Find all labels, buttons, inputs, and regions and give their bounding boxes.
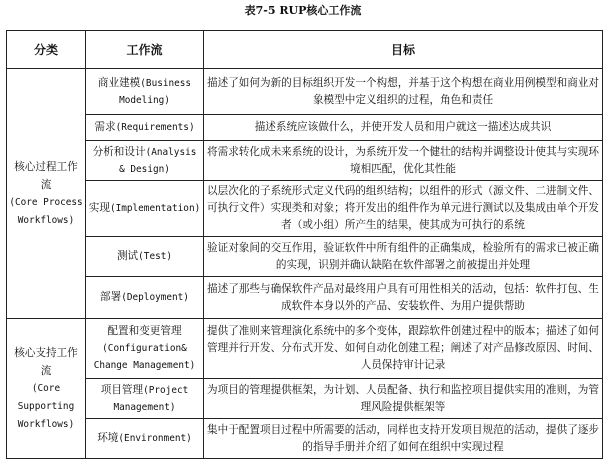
workflow-deployment bbox=[86, 277, 204, 319]
workflow-name: 分析和设计 bbox=[92, 145, 146, 158]
header-goal: 目标 bbox=[204, 31, 603, 69]
goal-analysis-design: 将需求转化成未来系统的设计，为系统开发一个健壮的结构并调整设计使其与实现环境相匹配，优化其性能 bbox=[204, 141, 603, 181]
goal-requirements: 描述系统应该做什么，并使开发人员和用户就这一描述达成共识 bbox=[204, 115, 603, 141]
workflow-name-en: (Requirements) bbox=[115, 122, 195, 133]
workflow-name-en: (Environment) bbox=[118, 433, 192, 444]
workflow-name-en: (Implementation) bbox=[109, 203, 201, 214]
table-row bbox=[7, 181, 603, 237]
workflow-name: 商业建模 bbox=[97, 76, 141, 89]
workflow-project-mgmt bbox=[86, 379, 204, 419]
workflow-requirements bbox=[86, 115, 204, 141]
workflow-analysis-design bbox=[86, 141, 204, 181]
goal-business-modeling: 描述了如何为新的目标组织开发一个构想，并基于这个构想在商业用例模型和商业对象模型中定义组织的过程，角色和责任 bbox=[204, 69, 603, 115]
workflow-implementation bbox=[86, 181, 204, 237]
table-row bbox=[7, 115, 603, 141]
workflow-name-en: (Test) bbox=[138, 251, 173, 262]
workflow-name: 实现 bbox=[88, 202, 110, 214]
table-row bbox=[7, 69, 603, 115]
category-name-en: (Core Process Workflows) bbox=[9, 196, 83, 226]
workflow-name: 部署 bbox=[100, 291, 122, 303]
workflow-name: 配置和变更管理 bbox=[107, 325, 182, 337]
table-row bbox=[7, 237, 603, 277]
workflow-config-change-mgmt bbox=[86, 319, 204, 379]
category-name: 核心过程工作流 bbox=[14, 160, 78, 191]
table-row bbox=[7, 141, 603, 181]
workflow-name-en: (Project Management) bbox=[113, 384, 189, 413]
workflow-environment bbox=[86, 419, 204, 459]
category-name-en: (Core Supporting Workflows) bbox=[17, 382, 75, 430]
table-row bbox=[7, 419, 603, 459]
goal-environment: 集中于配置项目过程中所需要的活动，同样也支持开发项目规范的活动，提供了逐步的指导手册并介绍了如何在组织中实现过程 bbox=[204, 419, 603, 459]
workflow-name-en: (Analysis & Design) bbox=[119, 146, 197, 175]
workflow-name-en: (Deployment) bbox=[121, 292, 189, 303]
goal-config-change-mgmt: 提供了准则来管理演化系统中的多个变体，跟踪软件创建过程中的版本；描述了如何管理并行开发、分布式开发、如何自动化创建工程；阐述了对产品修改原因、时间、人员保持审计记录 bbox=[204, 319, 603, 379]
table-caption: 表7-5 RUP核心工作流 bbox=[244, 4, 362, 17]
workflow-name: 测试 bbox=[116, 250, 139, 262]
goal-project-mgmt: 为项目的管理提供框架，为计划、人员配备、执行和监控项目提供实用的准则，为管理风险提供框架等 bbox=[204, 379, 603, 419]
header-category: 分类 bbox=[7, 31, 86, 69]
goal-test: 验证对象间的交互作用，验证软件中所有组件的正确集成，检验所有的需求已被正确的实现，识别并确认缺陷在软件部署之前被提出并处理 bbox=[204, 237, 603, 277]
header-row bbox=[7, 31, 603, 69]
goal-implementation: 以层次化的子系统形式定义代码的组织结构；以组件的形式（源文件、二进制文件、可执行文件）实现类和对象；将开发出的组件作为单元进行测试以及集成由单个开发者（或小组）所产生的结果，使其成为可执行的系统 bbox=[204, 181, 603, 237]
workflow-test bbox=[86, 237, 204, 277]
workflow-name: 需求 bbox=[94, 121, 116, 133]
goal-deployment: 描述了那些与确保软件产品对最终用户具有可用性相关的活动，包括：软件打包、生成软件本身以外的产品、安装软件、为用户提供帮助 bbox=[204, 277, 603, 319]
workflow-name: 项目管理 bbox=[100, 383, 144, 396]
header-workflow: 工作流 bbox=[86, 31, 204, 69]
category-core-supporting bbox=[7, 319, 86, 459]
workflow-business-modeling bbox=[86, 69, 204, 115]
category-name: 核心支持工作流 bbox=[14, 346, 78, 377]
workflow-name: 环境 bbox=[97, 432, 119, 444]
rup-workflow-table bbox=[6, 30, 603, 459]
category-core-process bbox=[7, 69, 86, 319]
table-row bbox=[7, 277, 603, 319]
table-row bbox=[7, 379, 603, 419]
table-row bbox=[7, 319, 603, 379]
workflow-name-en: (Configuration& Change Management) bbox=[93, 343, 196, 371]
workflow-name-en: (Business Modeling) bbox=[119, 77, 192, 106]
